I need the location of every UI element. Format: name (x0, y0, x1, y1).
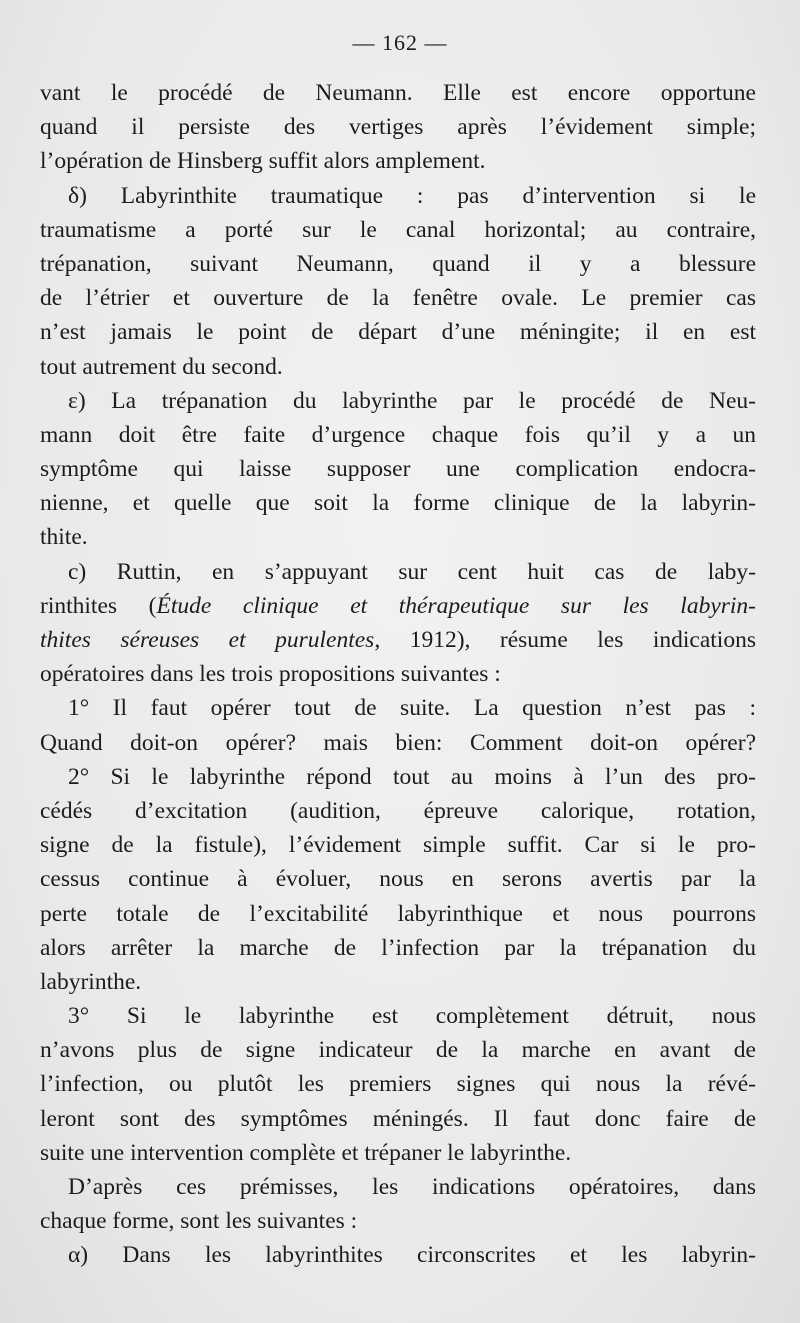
line-text: suite une intervention complète et trépaner le labyrinthe. (40, 1139, 572, 1166)
text-line (40, 281, 756, 315)
text-line (40, 897, 756, 931)
text-line (40, 999, 756, 1033)
text-line (40, 144, 756, 178)
line-text: labyrinthe. (40, 968, 142, 995)
line-text: n’est jamais le point de départ d’une méningite; il en est (40, 319, 756, 346)
text-line (40, 486, 756, 520)
text-line (40, 1102, 756, 1136)
body-text (40, 76, 756, 1273)
line-text: rinthites ( (40, 592, 157, 619)
line-text: tout autrement du second. (40, 353, 283, 380)
line-text: traumatisme a porté sur le canal horizontal; au contraire, (40, 216, 756, 243)
text-line (40, 760, 756, 794)
text-line (40, 1238, 756, 1272)
text-line (40, 315, 756, 349)
text-line (40, 350, 756, 384)
text-line (40, 862, 756, 896)
text-line (40, 418, 756, 452)
text-line (40, 555, 756, 589)
text-line (40, 589, 756, 623)
text-line (40, 691, 756, 725)
text-line (40, 931, 756, 965)
line-text: mann doit être faite d’urgence chaque fois qu’il y a un (40, 421, 756, 448)
line-text: n’avons plus de signe indicateur de la marche en avant de (40, 1037, 756, 1064)
text-line (40, 726, 756, 760)
text-line (40, 384, 756, 418)
line-text: symptôme qui laisse supposer une complication endocra- (40, 456, 756, 483)
line-text: perte totale de l’excitabilité labyrinthique et nous pourrons (40, 900, 756, 927)
italic-title: thites séreuses et purulentes (40, 627, 375, 653)
line-text: vant le procédé de Neumann. Elle est encore opportune (40, 80, 756, 106)
line-text: 2° Si le labyrinthe répond tout au moins à l’un des pro- (68, 763, 756, 790)
line-text: l’infection, ou plutôt les premiers signes qui nous la révé- (40, 1071, 756, 1098)
line-text: D’après ces prémisses, les indications opératoires, dans (68, 1174, 756, 1200)
line-text: trépanation, suivant Neumann, quand il y a blessure (40, 250, 756, 277)
line-text: chaque forme, sont les suivantes : (40, 1208, 358, 1235)
text-line (40, 1067, 756, 1101)
line-text: de l’étrier et ouverture de la fenêtre ovale. Le premier cas (40, 285, 756, 312)
line-text: α) Dans les labyrinthites circonscrites et les labyrin- (68, 1242, 756, 1269)
text-line (40, 828, 756, 862)
text-line (40, 452, 756, 486)
text-line (40, 213, 756, 247)
line-text: Quand doit-on opérer? mais bien: Comment doit-on opérer? (40, 729, 756, 756)
line-text: leront sont des symptômes méningés. Il faut donc faire de (40, 1105, 756, 1132)
text-line (40, 965, 756, 999)
line-text: opératoires dans les trois propositions suivantes : (40, 661, 501, 688)
text-line (40, 520, 756, 554)
text-line (40, 247, 756, 281)
text-line (40, 1033, 756, 1067)
page-number: — 162 — (352, 30, 448, 55)
text-line (40, 76, 756, 110)
italic-title: Étude clinique et thérapeutique sur les labyrin- (156, 592, 757, 619)
line-text: alors arrêter la marche de l’infection par la trépanation du (40, 934, 756, 961)
text-line (40, 623, 756, 657)
line-text: 1° Il faut opérer tout de suite. La question n’est pas : (68, 695, 756, 722)
line-text: thite. (40, 524, 88, 551)
line-text: δ) Labyrinthite traumatique : pas d’intervention si le (68, 182, 756, 209)
text-line (40, 794, 756, 828)
line-text: c) Ruttin, en s’appuyant sur cent huit cas de laby- (68, 558, 756, 585)
line-text: 3° Si le labyrinthe est complètement détruit, nous (68, 1003, 756, 1030)
text-line (40, 1136, 756, 1170)
line-text: ε) La trépanation du labyrinthe par le procédé de Neu- (68, 387, 756, 414)
line-text: signe de la fistule), l’évidement simple suffit. Car si le pro- (40, 832, 756, 859)
line-text: , 1912), résume les indications (374, 627, 756, 653)
text-line (40, 179, 756, 213)
text-line (40, 1170, 756, 1204)
line-text: cessus continue à évoluer, nous en serons avertis par la (40, 866, 756, 893)
line-text: nienne, et quelle que soit la forme clinique de la labyrin- (40, 490, 756, 517)
line-text: quand il persiste des vertiges après l’évidement simple; (40, 114, 756, 141)
text-line (40, 657, 756, 691)
line-text: l’opération de Hinsberg suffit alors amplement. (40, 148, 486, 175)
line-text: cédés d’excitation (audition, épreuve calorique, rotation, (40, 797, 756, 824)
text-line (40, 1204, 756, 1238)
text-line (40, 110, 756, 144)
